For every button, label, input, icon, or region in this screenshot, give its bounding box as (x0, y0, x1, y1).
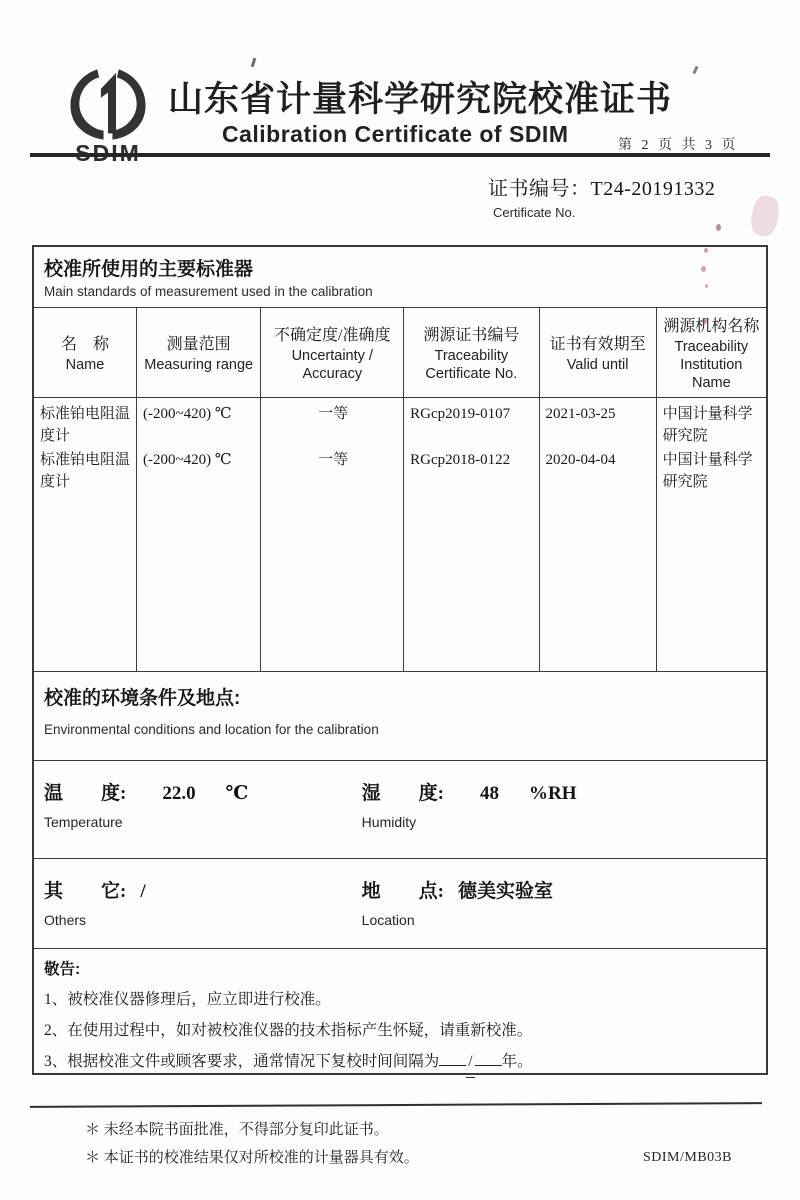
temperature-field (44, 761, 362, 858)
header-divider (30, 153, 770, 157)
humidity-field (362, 761, 766, 858)
standards-title-en: Main standards of measurement used in the calibration (44, 284, 373, 299)
footer-divider (30, 1102, 762, 1108)
standards-section-header (34, 247, 766, 307)
notice-item-2: 2、在使用过程中，如对被校准仪器的技术指标产生怀疑，请重新校准。 (44, 1021, 533, 1039)
certificate-number-label-en: Certificate No. (493, 205, 576, 220)
scan-artifact (692, 66, 698, 75)
page-number: 第 2 页 共 3 页 (618, 138, 739, 153)
notice-section (34, 948, 766, 1078)
standards-table (34, 307, 766, 671)
col-header-traceability-cert-no: 溯源证书编号 Traceability Certificate No. (404, 308, 539, 398)
col-header-measuring-range: 测量范围 Measuring range (136, 308, 260, 398)
others-value: / (140, 880, 146, 902)
cell-valid-until (539, 398, 656, 671)
cell-range (136, 398, 260, 671)
table-cell-value: 2020-04-04 (545, 452, 616, 468)
standards-table-header-row (34, 308, 766, 398)
env-title-cn: 校准的环境条件及地点: (44, 687, 241, 709)
env-title-en: Environmental conditions and location for the calibration (44, 721, 379, 737)
col-header-uncertainty: 不确定度/准确度 Uncertainty / Accuracy (261, 308, 404, 398)
humidity-unit: %RH (529, 782, 577, 804)
blank-underline (475, 1052, 502, 1066)
location-field (362, 859, 766, 948)
temperature-label: 温 度: (44, 782, 127, 804)
certificate-number (488, 172, 715, 201)
interval-value: / (466, 1046, 474, 1078)
standards-title-cn: 校准所使用的主要标准器 (44, 259, 254, 280)
certificate-number-label: 证书编号： (488, 178, 591, 200)
notice-title: 敬告: (44, 960, 81, 978)
sdim-logo (55, 64, 161, 167)
others-label: 其 它: (44, 880, 127, 902)
sdim-logo-icon (62, 64, 154, 144)
standards-table-body (34, 398, 766, 671)
footer-note-2: ＊ 本证书的校准结果仅对所校准的计量器具有效。 (85, 1150, 419, 1166)
col-header-traceability-institution: 溯源机构名称 Traceability Institution Name (656, 308, 766, 398)
table-cell-value: (-200~420) ℃ (142, 406, 232, 422)
table-cell-value: 中国计量科学研究院 (662, 452, 753, 490)
certificate-number-value: T24-20191332 (590, 178, 716, 200)
table-cell-value: RGcp2018-0122 (410, 452, 511, 468)
page-subtitle: Calibration Certificate of SDIM (222, 121, 569, 147)
humidity-label: 湿 度: (361, 782, 444, 804)
table-cell-value: 标准铂电阻温度计 (40, 452, 131, 490)
notice-item-3-suffix: 年。 (501, 1052, 533, 1070)
table-cell-value: 一等 (318, 452, 349, 468)
table-cell-value: RGcp2019-0107 (410, 406, 511, 422)
temperature-value: 22.0 (162, 782, 196, 804)
env-section-header (34, 671, 766, 760)
scan-artifact (749, 194, 782, 238)
temperature-unit: ℃ (225, 782, 249, 804)
notice-item-3: 3、根据校准文件或顾客要求，通常情况下复校时间间隔为 / 年。 (44, 1046, 756, 1078)
others-location-row (34, 858, 766, 948)
scan-artifact (251, 58, 257, 67)
cell-institution (656, 398, 766, 671)
footer-note-1: ＊ 未经本院书面批准，不得部分复印此证书。 (85, 1122, 389, 1138)
cell-accuracy (261, 398, 404, 671)
col-header-valid-until: 证书有效期至 Valid until (539, 308, 656, 398)
table-cell-value: 一等 (318, 406, 349, 422)
col-header-name: 名 称 Name (34, 308, 136, 398)
location-label-en: Location (361, 911, 415, 928)
humidity-value: 48 (480, 782, 499, 804)
footer-notes (85, 1116, 419, 1172)
others-label-en: Others (44, 911, 87, 928)
table-cell-value: 2021-03-25 (545, 406, 616, 422)
others-field (44, 859, 362, 948)
table-cell-value: 标准铂电阻温度计 (40, 406, 131, 444)
scan-artifact (716, 224, 721, 231)
cell-name (34, 398, 136, 671)
cell-traceability-no (404, 398, 539, 671)
form-code: SDIM/MB03B (643, 1150, 733, 1165)
notice-item-1: 1、被校准仪器修理后，应立即进行校准。 (44, 990, 331, 1008)
page-title: 山东省计量科学研究院校准证书 (168, 80, 673, 119)
certificate-body (32, 245, 768, 1075)
blank-underline (439, 1052, 466, 1066)
table-cell-value: 中国计量科学研究院 (662, 406, 753, 444)
humidity-label-en: Humidity (361, 813, 417, 830)
location-label: 地 点: (361, 880, 444, 902)
temperature-label-en: Temperature (44, 813, 123, 830)
sdim-logo-text: SDIM (75, 140, 141, 166)
table-cell-value: (-200~420) ℃ (142, 452, 232, 468)
location-value: 德美实验室 (458, 880, 554, 902)
temperature-humidity-row (34, 760, 766, 858)
